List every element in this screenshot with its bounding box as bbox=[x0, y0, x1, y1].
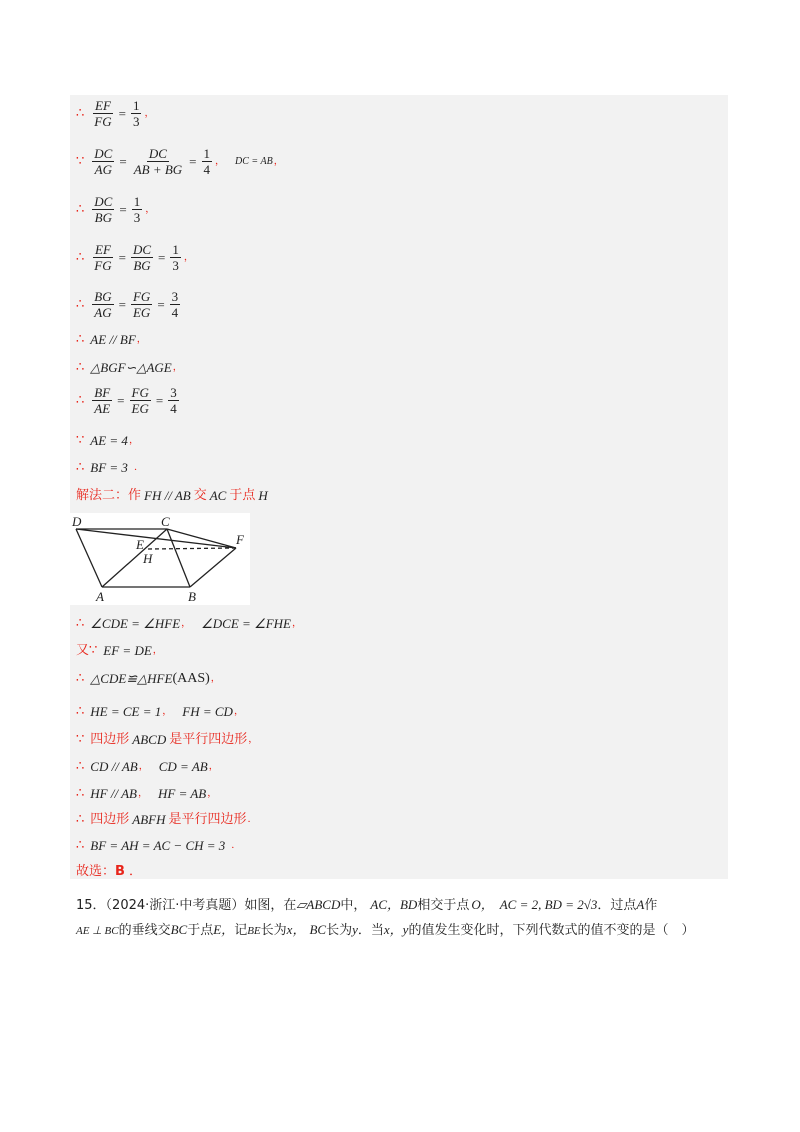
step-10: ∴ BF = 3 ． bbox=[76, 460, 144, 475]
step-7: ∴ △BGF∽△AGE ， bbox=[76, 360, 183, 375]
step-13: 又 ∵ EF = DE ， bbox=[76, 643, 163, 658]
step-2: ∵ $\frac{DC}{AG}$ = $\frac{DC}{AB + BG}$ = $\frac{1}{4}$ ， DC = AB ， bbox=[76, 146, 284, 177]
fraction: $\frac{EF}{FG}$ bbox=[94, 98, 112, 129]
step-5: ∴ $\frac{BG}{AG}$ = $\frac{FG}{EG}$ = $\frac{3}{4}$ bbox=[76, 289, 179, 320]
step-1: ∴ $\frac{EF}{FG}$ = $\frac{1}{3}$ ， bbox=[76, 98, 155, 129]
label-A: A bbox=[96, 589, 104, 604]
step-20: ∴ BF = AH = AC − CH = 3 ． bbox=[76, 838, 242, 853]
answer-line: 故选： B ． bbox=[76, 864, 142, 879]
step-19: ∴ 四边形 ABFH 是平行四边形 ． bbox=[76, 812, 258, 827]
step-16: ∵ 四边形 ABCD 是平行四边形 ， bbox=[76, 732, 259, 747]
label-F: F bbox=[236, 532, 244, 547]
step-6: ∴ AE // BF ， bbox=[76, 332, 147, 347]
parallelogram-figure bbox=[70, 513, 250, 605]
step-12: ∴ ∠CDE = ∠HFE ， ∠DCE = ∠FHE ， bbox=[76, 616, 302, 631]
therefore-symbol: ∴ bbox=[76, 105, 85, 121]
because-symbol: ∵ bbox=[76, 153, 85, 169]
fraction: $\frac{1}{3}$ bbox=[132, 98, 140, 129]
label-H: H bbox=[143, 551, 153, 566]
step-15: ∴ HE = CE = 1 ， FH = CD ， bbox=[76, 704, 244, 719]
step-14: ∴ △CDE≌△HFE (AAS) ， bbox=[76, 671, 221, 686]
step-4: ∴ $\frac{EF}{FG}$ = $\frac{DC}{BG}$ = $\frac{1}{3}$ ， bbox=[76, 242, 194, 273]
label-C: C bbox=[161, 514, 170, 529]
method-two-heading: 解法二：作 FH // AB 交 AC 于点 H bbox=[76, 488, 268, 503]
label-D: D bbox=[72, 514, 82, 529]
label-E: E bbox=[136, 537, 144, 552]
step-3: ∴ $\frac{DC}{BG}$ = $\frac{1}{3}$ ， bbox=[76, 194, 156, 225]
step-18: ∴ HF // AB ， HF = AB ， bbox=[76, 786, 218, 801]
step-17: ∴ CD // AB ， CD = AB ， bbox=[76, 759, 219, 774]
step-9: ∵ AE = 4 ， bbox=[76, 433, 139, 448]
answer-choice: B bbox=[115, 864, 125, 879]
label-B: B bbox=[188, 589, 196, 604]
step-8: ∴ $\frac{BF}{AE}$ = $\frac{FG}{EG}$ = $\frac{3}{4}$ bbox=[76, 385, 177, 416]
question-15: 15．（2024·浙江·中考真题）如图，在▱ABCD中， AC，BD相交于点 O， AC = 2, BD = 2√3．过点A作 AE ⊥ BC的垂线交BC于点E，记BE长为x， BC长为y．当x，y的值发生变化时，下列代数式的值不变的是（ ） bbox=[76, 897, 695, 938]
